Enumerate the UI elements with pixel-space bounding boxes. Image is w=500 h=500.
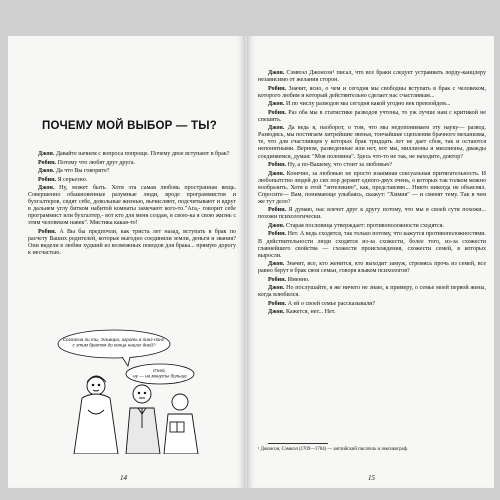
paragraph: [258, 207, 486, 221]
paragraph: [258, 162, 486, 169]
paragraph: [28, 185, 236, 227]
paragraph: [258, 285, 486, 299]
paragraph-text: А Вы бы предпочли, как триста лет назад, вступать в брак по расчету Ваших родителей, которые выгодно соединили земли, деньги и звания? Они видели в любви худший из возможных поводов для брака... прямую дорогу к несчастью.: [28, 228, 237, 257]
reply-bubble: [126, 364, 194, 384]
wedding-cartoon: [52, 328, 202, 454]
paragraph: [258, 86, 486, 100]
paragraph: [258, 261, 486, 275]
paragraph: [28, 229, 236, 257]
speaker-name: Джон.: [268, 261, 285, 268]
paragraph-text: Я думаю, нас влечет друг к другу потому, что мы в своей сути похожи... похожи психологически.: [258, 207, 486, 221]
paragraph: [258, 125, 486, 160]
paragraph: [258, 277, 486, 284]
paragraph-text: Значит, ясно, о чем и сегодня мы свободны вступать в брак с человеком, которого любим и который действительно сделает нас счастливым...: [258, 85, 486, 99]
paragraph-text: Да ведь я, наоборот, о том, что мы недопонимаем эту науку— развод. Разводясь, мы постигаем хитрейшие звенья, тончайшие сцепления брачного механизма, те, что для счастливцев у которых брак тридцать лет не дает сбоя, так и остаются непонятными. Верном, разведенные или нет, вот мы, миллионы и миллионы, дважды соединяемся, думая: "Моя половина". Здесь что-то не так, не находите, доктор?: [258, 125, 486, 160]
speaker-name: Робин.: [268, 162, 287, 169]
paragraph: [258, 171, 486, 206]
chapter-title: ПОЧЕМУ МОЙ ВЫБОР — ТЫ?: [42, 120, 217, 132]
paragraph: [258, 110, 486, 124]
page-number: 14: [120, 474, 127, 482]
speaker-name: Джон.: [268, 70, 285, 76]
paragraph-text: Я серьезно.: [57, 176, 88, 183]
paragraph-text: Но послушайте, я же ничего не знаю, к примеру, о семье моей первой жены, когда влюбился.: [258, 285, 486, 299]
speaker-name: Робин.: [38, 228, 57, 235]
speaker-name: Робин.: [38, 176, 57, 183]
paragraph-text: Значит, все, кто женится, кто выходит замуж, стремясь прочь из семей, все равно берут в брак свои семьи, говоря языком психологов?: [258, 261, 487, 275]
paragraph: [258, 223, 486, 230]
svg-text:О'кей, ну — на минут: О'кей, ну — на минуты больше: [133, 368, 187, 379]
speaker-name: Робин.: [268, 207, 287, 214]
paragraph: [28, 177, 236, 184]
right-page: [248, 36, 494, 488]
paragraph: [28, 151, 236, 158]
paragraph-text: И по числу разводов мы сегодня какой угодно век превзойдем...: [285, 101, 451, 108]
speaker-name: Робин.: [268, 300, 287, 307]
paragraph-text: Кажется, нет... Нет.: [285, 309, 336, 316]
speaker-name: Джон.: [268, 222, 285, 229]
paragraph-text: А ей о своей семье рассказывали?: [287, 300, 376, 307]
left-page-text: [28, 151, 236, 259]
speaker-name: Джон.: [38, 185, 55, 192]
left-page: [8, 36, 244, 488]
paragraph-text: Да что Вы говорите?: [55, 168, 110, 175]
speaker-name: Робин.: [38, 159, 57, 166]
paragraph: [258, 70, 486, 84]
bride-figure: [74, 376, 118, 454]
paragraph: [258, 301, 486, 308]
page-number: 15: [368, 474, 375, 482]
paragraph-text: Конечно, за любовью не просто взаимная сексуальная притягательность. И любопытство людей до сих пор держит одного-двух очень, о которых так толком можно вообразить. Хотя в этой "энтелекию", как, представляю... Никто никогда не объяснял. Спросите— Вам, понимающе улыбаясь, скажут: "Химия" — и сменят тему. Так в чем же тут дело?: [258, 170, 486, 205]
paragraph: [28, 160, 236, 167]
speech-bubble: [58, 330, 170, 366]
speaker-name: Джон.: [268, 285, 285, 292]
paragraph: [258, 231, 486, 259]
footnote-rule: [268, 443, 328, 444]
paragraph-text: Потому что любят друг друга.: [57, 159, 136, 166]
paragraph-text: Сэмюэл Джонсон¹ писал, что все браки следует устраивать лорду-канцлеру независимо от желания сторон.: [258, 70, 487, 84]
speaker-name: Джон.: [38, 168, 55, 175]
paragraph: [28, 168, 236, 175]
right-page-text: [258, 70, 486, 318]
paragraph-text: Нет. А ведь сходятся, так только потому, что кажутся противоположностями. В действительности люди сходятся из-за схожести, более того, из-за схожести главнейшего свойства — схожести происхождения, схожести семей, в которых выросли.: [258, 231, 487, 259]
bubble-line-1: Согласна ли ты, Эльвира, играть в пинг-понг с этим братом до конца наших дней?: [62, 337, 165, 348]
speaker-name: Робин.: [268, 231, 287, 238]
speaker-name: Робин.: [268, 109, 287, 116]
paragraph-text: Именно.: [287, 276, 310, 283]
speaker-name: Джон.: [268, 309, 285, 316]
speaker-name: Джон.: [38, 151, 55, 157]
priest-figure: [164, 394, 198, 454]
footnote-text: ¹ Джонсон, Сэмюэл (1709—1784) — английский писатель и лексикограф.: [258, 447, 408, 452]
paragraph-text: Ну, может быть. Хотя эта самая любовь пространная вещь. Совершенно обыкновенные разумные люди, вроде программистов и бухгалтеров, сидят себе, довольные жизнью, вычисляют, подсчитывают и вдруг в дальнем углу битком набитой комнаты замечают кого-то."Ага,- говорит себе программист или бухгалтер,- вот кто для меня создан, в свою-ка я свою жизнь с этим человеком навек". Мистика какая-то!: [28, 185, 236, 227]
groom-figure: [126, 385, 160, 454]
speaker-name: Джон.: [268, 170, 285, 177]
speaker-name: Робин.: [268, 276, 287, 283]
speaker-name: Джон.: [268, 125, 285, 132]
speaker-name: Робин.: [268, 85, 287, 92]
paragraph: [258, 309, 486, 316]
paragraph-text: Раз оба мы в статистике разводов учтены, то уж лучше нам с критикой не спешить.: [258, 109, 486, 123]
paragraph-text: Ну, а по-Вашему, что стоит за любовью?: [287, 162, 393, 169]
speaker-name: Джон.: [268, 101, 285, 108]
paragraph: [258, 101, 486, 108]
paragraph-text: Старая пословица утверждает: противоположности сходятся.: [285, 222, 445, 229]
paragraph-text: Давайте начнем с вопроса попроще. Почему двое вступают в брак?: [55, 151, 230, 157]
footnote: [258, 443, 486, 453]
